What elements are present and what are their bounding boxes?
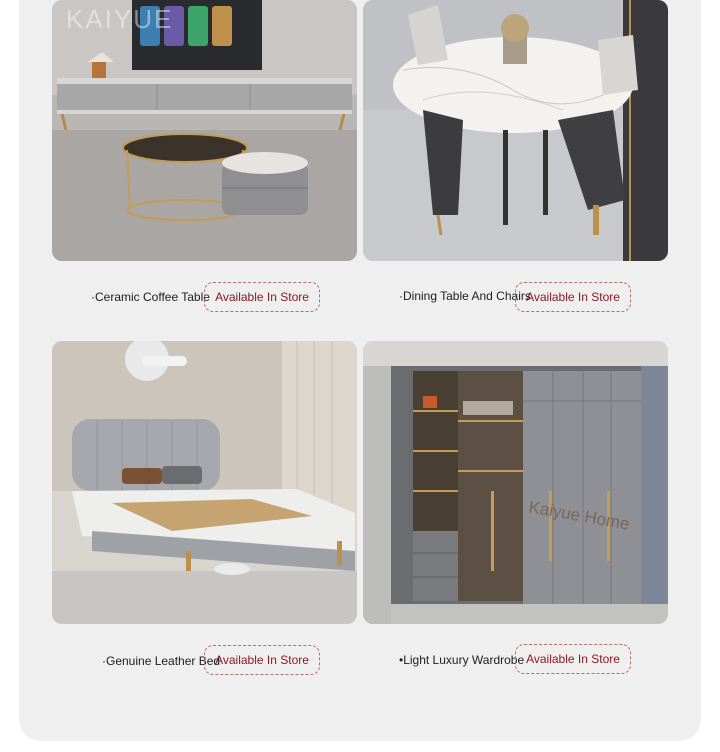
coffee-table-availability-badge[interactable]: Available In Store (204, 282, 320, 312)
wardrobe-photo[interactable] (363, 341, 668, 624)
leather-bed-availability-badge[interactable]: Available In Store (204, 645, 320, 675)
leather-bed-caption: ·Genuine Leather Bed (102, 654, 221, 668)
wardrobe-availability-badge[interactable]: Available In Store (515, 644, 631, 674)
watermark-kaiyue-home: Kaiyue Home (527, 497, 632, 534)
leather-bed-photo[interactable] (52, 341, 357, 624)
product-card (19, 0, 701, 741)
coffee-table-caption: ·Ceramic Coffee Table (91, 290, 210, 304)
dining-table-caption: ·Dining Table And Chairs (399, 289, 531, 303)
dining-table-availability-badge[interactable]: Available In Store (515, 282, 631, 312)
coffee-table-photo[interactable] (52, 0, 357, 261)
dining-table-photo[interactable] (363, 0, 668, 261)
watermark-kaiyue: KAIYUE (66, 4, 174, 34)
wardrobe-caption: •Light Luxury Wardrobe (399, 653, 525, 667)
